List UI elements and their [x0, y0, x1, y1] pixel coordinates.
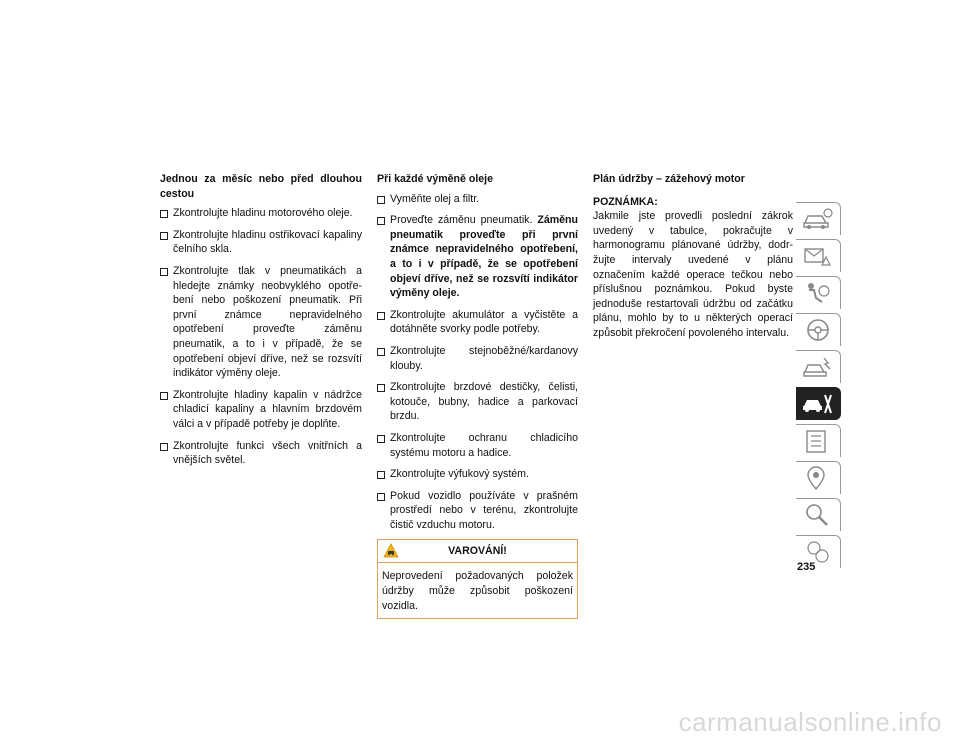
checkbox-icon [377, 348, 385, 356]
list-item: Pokud vozidlo používáte v prašném prostředí nebo v terénu, zkontrolujte čistič vzduchu motoru. [377, 489, 578, 533]
warning-box [377, 539, 578, 619]
list-item: Zkontrolujte funkci všech vnitřních a vnějších světel. [160, 439, 362, 468]
nav-tab-service[interactable] [796, 387, 841, 420]
checkbox-icon [160, 210, 168, 218]
mail-warning-icon [802, 243, 834, 269]
section-heading-oil-change: Při každé výměně oleje [377, 173, 494, 185]
list-item: Zkontrolujte tlak v pneumatikách a hledejte známky neobvyklého opotřebení nebo poškození pneumatik. Při první známce nepravidelného opotřebení proveďte záměnu pneumatik, a to i v případě, že se opotřebení objeví dříve, než se rozsvítí indikátor výměny oleje. [160, 264, 362, 381]
warning-text: Neprovedení požadovaných položek údržby může způsobit poškození vozidla. [382, 570, 573, 612]
nav-tab-car-info[interactable] [796, 202, 841, 235]
section-heading-schedule: Plán údržby – zážehový motor [593, 173, 745, 185]
car-info-icon [802, 206, 834, 232]
nav-tab-index[interactable] [796, 498, 841, 531]
warning-car-icon [383, 543, 399, 558]
list-item: Zkontrolujte hladiny kapalin v nádržce chladicí kapaliny a hlavním brzdovém válci a v případě potřeby je doplňte. [160, 388, 362, 432]
nav-tab-multimedia[interactable] [796, 461, 841, 494]
column-right [593, 172, 793, 341]
nav-tab-emergency[interactable] [796, 350, 841, 383]
steering-wheel-icon [802, 317, 834, 343]
checklist-icon [802, 428, 834, 454]
note-title: POZNÁMKA: [593, 195, 658, 208]
checkbox-icon [377, 493, 385, 501]
section-heading-monthly: Jednou za měsíc nebo před dlouhou cestou [160, 173, 362, 200]
page-number: 235 [797, 561, 816, 573]
nav-tab-specs[interactable] [796, 424, 841, 457]
list-item: Zkontrolujte akumulátor a vyčistěte a dotáhněte svorky podle potřeby. [377, 308, 578, 337]
checkbox-icon [160, 268, 168, 276]
checkbox-icon [377, 196, 385, 204]
warning-header [378, 540, 577, 563]
nav-tab-safety[interactable] [796, 276, 841, 309]
note-text: Jakmile jste provedli poslední zákrok uvedený v tabulce, pokračujte v harmonogramu plánované údržby, dodržujte intervaly uvedené v plánu označením každé operace tečkou nebo příslušnou poznámkou. Pokud byste jednoduše restartovali údržbu od začátku plánu, mohlo by to u některých operací způsobit překročení povoleného intervalu. [593, 210, 793, 339]
list-item: Zkontrolujte hladinu ostřikovací kapaliny čelního skla. [160, 228, 362, 257]
car-crash-icon [802, 354, 834, 380]
nav-tab-warnings[interactable] [796, 239, 841, 272]
list-item: Zkontrolujte stejnoběžné/kardanovy klouby. [377, 344, 578, 373]
map-pin-icon [802, 465, 834, 491]
list-item: Zkontrolujte hladinu motorového oleje. [160, 206, 362, 221]
column-middle [377, 172, 578, 619]
checkbox-icon [160, 232, 168, 240]
checkbox-icon [377, 471, 385, 479]
car-service-icon [802, 391, 834, 417]
warning-title: VAROVÁNÍ! [448, 545, 507, 558]
list-item: Proveďte záměnu pneumatik. Záměnu pneumatik proveďte při první známce nepravidelného opotřebení, a to i v případě, že se opotřebení objeví dříve, než se rozsvítí indikátor výměny oleje. [377, 213, 578, 301]
chapter-nav [796, 202, 842, 572]
list-item: Zkontrolujte brzdové destičky, čelisti, kotouče, bubny, hadice a parkovací brzdu. [377, 380, 578, 424]
nav-tab-driving[interactable] [796, 313, 841, 346]
checkbox-icon [377, 384, 385, 392]
checkbox-icon [160, 443, 168, 451]
magnifier-icon [802, 502, 834, 528]
list-item: Zkontrolujte ochranu chladicího systému motoru a hadice. [377, 431, 578, 460]
checkbox-icon [377, 217, 385, 225]
list-item: Zkontrolujte výfukový systém. [377, 467, 578, 482]
airbag-icon [802, 280, 834, 306]
checkbox-icon [377, 435, 385, 443]
watermark: carmanualsonline.info [678, 707, 942, 737]
checkbox-icon [377, 312, 385, 320]
column-left [160, 172, 362, 475]
list-item: Vyměňte olej a filtr. [377, 192, 578, 207]
checkbox-icon [160, 392, 168, 400]
